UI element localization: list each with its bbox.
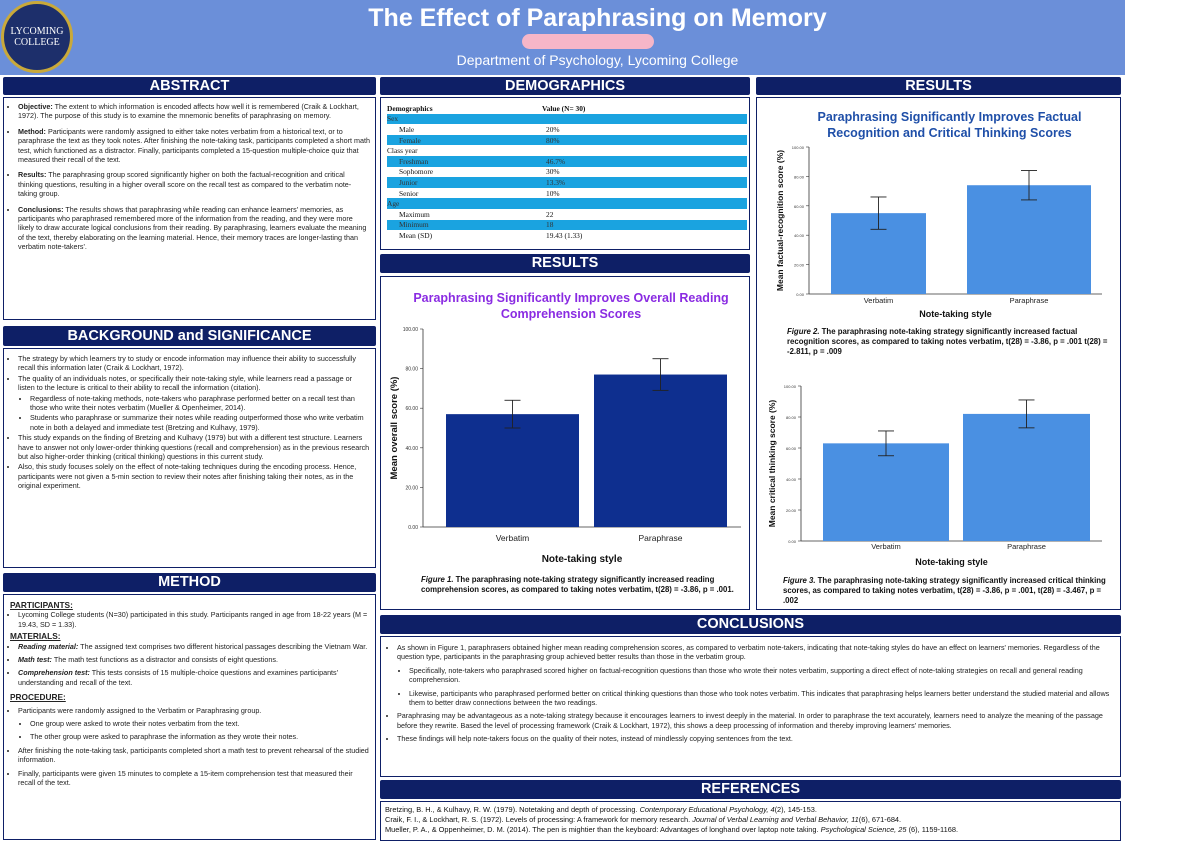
poster-header: [0, 0, 1125, 75]
abstract-item-label: Objective:: [18, 102, 53, 111]
materials-item: [18, 655, 370, 664]
materials-item-text: The math test functions as a distractor and consists of eight questions.: [51, 655, 278, 665]
abstract-item-text: The extent to which information is encoded affects how well it is remembered (Craik & Lockhart, 1972). The purpose of this study is to examine the mnemonic benefits of paraphrasing on memory.: [18, 102, 359, 121]
demographics-row-label: Sex: [387, 114, 399, 124]
y-tick-label: 80.00: [405, 366, 418, 373]
reference-text: Craik, F. I., & Lockhart, R. S. (1972). Levels of processing: A framework for memory research.: [385, 815, 693, 825]
demographics-row: [387, 167, 747, 178]
reference-journal: Journal of Verbal Learning and Verbal Behavior, 11: [692, 815, 859, 825]
demographics-row: [387, 209, 747, 220]
reference-journal: Contemporary Educational Psychology, 4: [639, 805, 775, 814]
abstract-item-label: Conclusions:: [18, 204, 64, 214]
category-label: Verbatim: [863, 296, 894, 305]
demographics-row-value: 13.3%: [546, 177, 566, 187]
demographics-row: [387, 124, 747, 135]
y-tick-label: 80.00: [785, 415, 796, 420]
abstract-item: [18, 127, 370, 165]
figure1-caption: [421, 575, 741, 595]
conclusions-item: • These findings will help note-takers focus on the quality of their notes, instead of mindlessly copying sentences from the text.: [397, 734, 1112, 743]
results-right-panel: [756, 97, 1121, 610]
y-tick-label: 40.00: [793, 233, 804, 239]
x-axis-label: Note-taking style: [541, 554, 623, 565]
figure2-caption-label: Figure 2.: [787, 327, 820, 336]
demographics-row: [387, 145, 747, 156]
method-panel: [3, 594, 376, 840]
y-tick-label: 40.00: [785, 477, 796, 482]
conclusions-list: [389, 643, 1112, 744]
demographics-row-label: Class year: [387, 146, 418, 156]
reference-item: [385, 805, 1116, 815]
x-axis-label: Note-taking style: [919, 309, 992, 319]
materials-item-text: The assigned text comprises two different historical passages describing the Vietnam War.: [78, 641, 368, 651]
y-tick-label: 100.00: [402, 327, 418, 333]
reference-text: Mueller, P. A., & Oppenheimer, D. M. (2014). The pen is mightier than the keyboard: Advantages of longhand over laptop note taking.: [385, 825, 821, 835]
abstract-list: [10, 102, 370, 252]
materials-item-label: Math test:: [18, 655, 52, 665]
demographics-row-value: 46.7%: [546, 156, 566, 166]
category-label: Paraphrase: [638, 533, 683, 543]
background-panel: [3, 348, 376, 568]
demographics-rows: [387, 114, 747, 241]
procedure-item: • Participants were randomly assigned to the Verbatim or Paraphrasing group.: [18, 706, 370, 715]
demographics-row: [387, 198, 747, 209]
conclusions-item: • Specifically, note-takers who paraphrased scored higher on factual-recognition questions than those who wrote their notes verbatim, supporting a direct effect of note-taking strategies on recall and general reading comprehension.: [409, 666, 1112, 685]
abstract-item: [18, 205, 370, 252]
y-axis-label: Mean overall score (%): [389, 376, 400, 480]
figure2-caption-text: The paraphrasing note-taking strategy significantly increased factual recognition scores, as compared to taking notes verbatim, t(28) = -3.86, p = .001 t(28) = -2.811, p = .009: [787, 327, 1108, 356]
y-tick-label: 60.00: [405, 406, 418, 413]
background-item: • Students who paraphrase or summarize their notes while reading outperformed those who write verbatim note in both a delayed and immediate test (Bretzing and Kulhavy, 1979).: [30, 413, 370, 432]
x-axis-label: Note-taking style: [915, 557, 988, 567]
logo-line-1: LYCOMING: [10, 26, 64, 37]
figure3-caption-label: Figure 3.: [783, 576, 816, 585]
bar-paraphrase: [967, 185, 1091, 294]
bar-paraphrase: [963, 414, 1090, 541]
y-axis-label: Mean factual-recognition score (%): [775, 149, 785, 292]
results-mid-panel: [380, 276, 750, 610]
demographics-row-label: Senior: [399, 188, 419, 198]
background-item: • Also, this study focuses solely on the effect of note-taking techniques during the encoding process. Hence, participants were not given a 5-min section to review their notes after finishing taking their notes, as in the original experiment.: [18, 462, 370, 490]
demographics-row-label: Junior: [399, 177, 418, 187]
results-right-heading: RESULTS: [756, 77, 1121, 95]
demographics-row-label: Age: [387, 199, 400, 209]
y-tick-label: 20.00: [405, 485, 418, 492]
participants-heading: PARTICIPANTS:: [10, 600, 73, 610]
figure2-title: Paraphrasing Significantly Improves Factual Recognition and Critical Thinking Scores: [817, 110, 1082, 140]
demographics-row-label: Minimum: [399, 220, 429, 230]
demographics-row-value: 18: [546, 220, 554, 230]
background-item: • The quality of an individuals notes, or specifically their note-taking style, while learners read a passage or listen to the lecture is critical to their ability to recall the information (citation).: [18, 374, 370, 393]
figure3-chart: [757, 376, 1117, 567]
demographics-row-label: Mean (SD): [399, 230, 433, 240]
conclusions-item: • As shown in Figure 1, paraphrasers obtained higher mean reading comprehension scores, as compared to verbatim note-takers, indicating that note-taking styles do have an effect on learners' memories. Regardless of the question type, participants in the paraphrasing group achieved better results than those in the verbatim group.: [397, 643, 1112, 662]
materials-item-label: Reading material:: [18, 641, 79, 651]
figure1-chart: [381, 317, 748, 577]
redacted-author-name: [522, 34, 654, 49]
references-list: [385, 805, 1116, 836]
abstract-item-text: The paraphrasing group scored significantly higher on both the factual-recognition and critical thinking questions, resulting in a higher overall score on the recall test as compared to the verbatim note-taking group.: [18, 170, 352, 199]
procedure-item: • Finally, participants were given 15 minutes to complete a 15-item comprehension test that measured their recall of the text.: [18, 769, 370, 788]
abstract-item-label: Method:: [18, 126, 46, 136]
reference-journal: Psychological Science, 25: [820, 825, 907, 835]
conclusions-item: • Paraphrasing may be advantageous as a note-taking strategy because it encourages learners to invest deeply in the material. In order to paraphrase the text accurately, learners need to analyze the meaning of the passage before they rewrite. Based the level of processing framework (Craik & Lockhart, 1972), this shows a deep processing of information and thereby improving learners' memories.: [397, 711, 1112, 730]
category-label: Verbatim: [495, 533, 530, 543]
demographics-row-value: 30%: [546, 167, 560, 177]
y-tick-label: 0.00: [788, 539, 796, 544]
abstract-item: [18, 170, 370, 198]
procedure-item: • The other group were asked to paraphrase the information as they wrote their notes.: [30, 732, 370, 741]
method-heading: METHOD: [3, 573, 376, 592]
procedure-list: [10, 706, 370, 788]
abstract-panel: [3, 97, 376, 320]
reference-item: [385, 815, 1116, 825]
background-heading: BACKGROUND and SIGNIFICANCE: [3, 326, 376, 346]
procedure-item: • One group were asked to wrote their notes verbatim from the text.: [30, 719, 370, 728]
materials-heading: MATERIALS:: [10, 631, 61, 642]
demographics-row-value: 22: [546, 209, 554, 219]
figure1-title: Paraphrasing Significantly Improves Overall Reading Comprehension Scores: [413, 291, 729, 321]
abstract-heading: ABSTRACT: [3, 77, 376, 95]
conclusions-item: • Likewise, participants who paraphrased performed better on critical thinking questions than those who took notes verbatim. This indicates that paraphrasing helps learners better understand the studied material and allows them to better draw connections between the two readings.: [409, 689, 1112, 708]
demographics-row: [387, 135, 747, 146]
references-heading: REFERENCES: [380, 780, 1121, 799]
references-panel: [380, 801, 1121, 841]
reference-pages: (6), 671-684.: [858, 815, 902, 825]
background-list: [10, 354, 370, 491]
participants-text: • Lycoming College students (N=30) participated in this study. Participants ranged in age from 18-22 years (M = 19.43, SD = 1.33).: [18, 610, 370, 629]
background-item: • The strategy by which learners try to study or encode information may influence their ability to successfully recall this information later (Craik & Lockhart, 1972).: [18, 354, 370, 373]
figure3-caption-text: The paraphrasing note-taking strategy significantly increased critical thinking scores, as compared to taking notes verbatim, t(28) = -3.86, p = .001, t(28) = -3.467, p = .002: [783, 576, 1106, 605]
procedure-heading: PROCEDURE:: [10, 692, 66, 703]
figure1-caption-text: The paraphrasing note-taking strategy significantly increased reading comprehension scores, as compared to taking notes verbatim, t(28) = -3.86, p = .001.: [421, 575, 734, 594]
abstract-item-text: The results shows that paraphrasing while reading can enhance learners' memories, as participants who paraphrased remembered more of the information from the reading, and they were more likely to draw accurate logical conclusions from their reading. By paraphrasing, learners evaluate the meaning of the text, thereby elaborating on the learning material. Hence, their memory traces are longer-lasting than verbatim note-takers'.: [18, 204, 367, 252]
department: Department of Psychology, Lycoming College: [456, 52, 739, 68]
materials-item-label: Comprehension test:: [18, 668, 90, 678]
materials-item: [18, 668, 370, 687]
demographics-row-label: Male: [399, 124, 415, 134]
demographics-row-label: Sophomore: [399, 167, 434, 177]
figure3-caption: [783, 576, 1113, 606]
demographics-col-label: Demographics: [387, 103, 433, 113]
demographics-row: [387, 177, 747, 188]
background-item: • This study expands on the finding of Bretzing and Kulhavy (1979) but with a different test structure. Learners have to answer not only lower-order thinking questions (recall and comprehension) as in the previous research but also higher-order thinking (critical thinking) questions in this current study.: [18, 433, 370, 461]
figure2-caption: [787, 327, 1112, 357]
bar-paraphrase: [594, 375, 727, 527]
bar-verbatim: [446, 414, 579, 527]
demographics-row: [387, 114, 747, 125]
materials-item: [18, 642, 370, 651]
logo-line-2: COLLEGE: [14, 37, 60, 48]
abstract-item: [18, 102, 370, 121]
y-tick-label: 60.00: [793, 203, 804, 209]
abstract-item-text: Participants were randomly assigned to either take notes verbatim from a historical text, or to paraphrase the text as they took notes. After finishing the note-taking task, participants completed a short math test, which functioned as a distractor. Finally, participants completed a 15-question multiple-choice quiz that measured their recall of the text.: [18, 126, 370, 165]
poster-title: The Effect of Paraphrasing on Memory: [368, 4, 827, 32]
procedure-item: • After finishing the note-taking task, participants completed short a math test to prevent rehearsal of the studied information.: [18, 746, 370, 765]
y-tick-label: 0.00: [796, 292, 804, 297]
conclusions-heading: CONCLUSIONS: [380, 615, 1121, 634]
demographics-row-value: 20%: [546, 124, 560, 134]
demographics-row-label: Freshman: [399, 156, 429, 166]
materials-list: [10, 642, 370, 688]
demographics-row-value: 19.43 (1.33): [546, 230, 583, 240]
y-tick-label: 100.00: [783, 384, 796, 389]
demographics-row: [387, 188, 747, 199]
y-tick-label: 60.00: [785, 446, 796, 451]
demographics-table: [387, 103, 747, 241]
demographics-row: [387, 156, 747, 167]
category-label: Verbatim: [871, 542, 901, 551]
demographics-table-header: [387, 103, 747, 114]
y-tick-label: 100.00: [791, 145, 804, 150]
background-item: • Regardless of note-taking methods, note-takers who paraphrase performed better on a recall test than those who write their notes verbatim (Mueller & Openheimer, 2014).: [30, 394, 370, 413]
reference-pages: (6), 1159-1168.: [906, 825, 959, 835]
conclusions-panel: [380, 636, 1121, 777]
figure1-caption-label: Figure 1.: [421, 575, 454, 584]
category-label: Paraphrase: [1007, 542, 1046, 551]
demographics-row-label: Maximum: [399, 209, 430, 219]
y-tick-label: 80.00: [793, 174, 804, 180]
reference-pages: (2), 145-153.: [774, 805, 817, 814]
y-tick-label: 40.00: [405, 445, 418, 452]
demographics-row-value: 10%: [546, 188, 560, 198]
y-tick-label: 20.00: [785, 508, 796, 513]
demographics-row-value: 80%: [546, 135, 560, 145]
y-tick-label: 0.00: [408, 525, 418, 531]
y-axis-label: Mean critical thinking score (%): [767, 399, 777, 528]
demographics-col-value: Value (N= 30): [542, 103, 586, 113]
category-label: Paraphrase: [1009, 296, 1049, 305]
abstract-item-label: Results:: [18, 170, 47, 180]
materials-item-text: This tests consists of 15 multiple-choice questions and examines participants' understanding and recall of the text.: [18, 668, 339, 687]
demographics-row-label: Female: [399, 135, 421, 145]
figure2-chart: [757, 132, 1117, 317]
demographics-row: [387, 220, 747, 231]
demographics-heading: DEMOGRAPHICS: [380, 77, 750, 95]
reference-text: Bretzing, B. H., & Kulhavy, R. W. (1979). Notetaking and depth of processing.: [385, 805, 640, 814]
demographics-row: [387, 230, 747, 241]
reference-item: [385, 825, 1116, 835]
y-tick-label: 20.00: [793, 262, 804, 268]
results-mid-heading: RESULTS: [380, 254, 750, 273]
bar-verbatim: [823, 443, 949, 541]
